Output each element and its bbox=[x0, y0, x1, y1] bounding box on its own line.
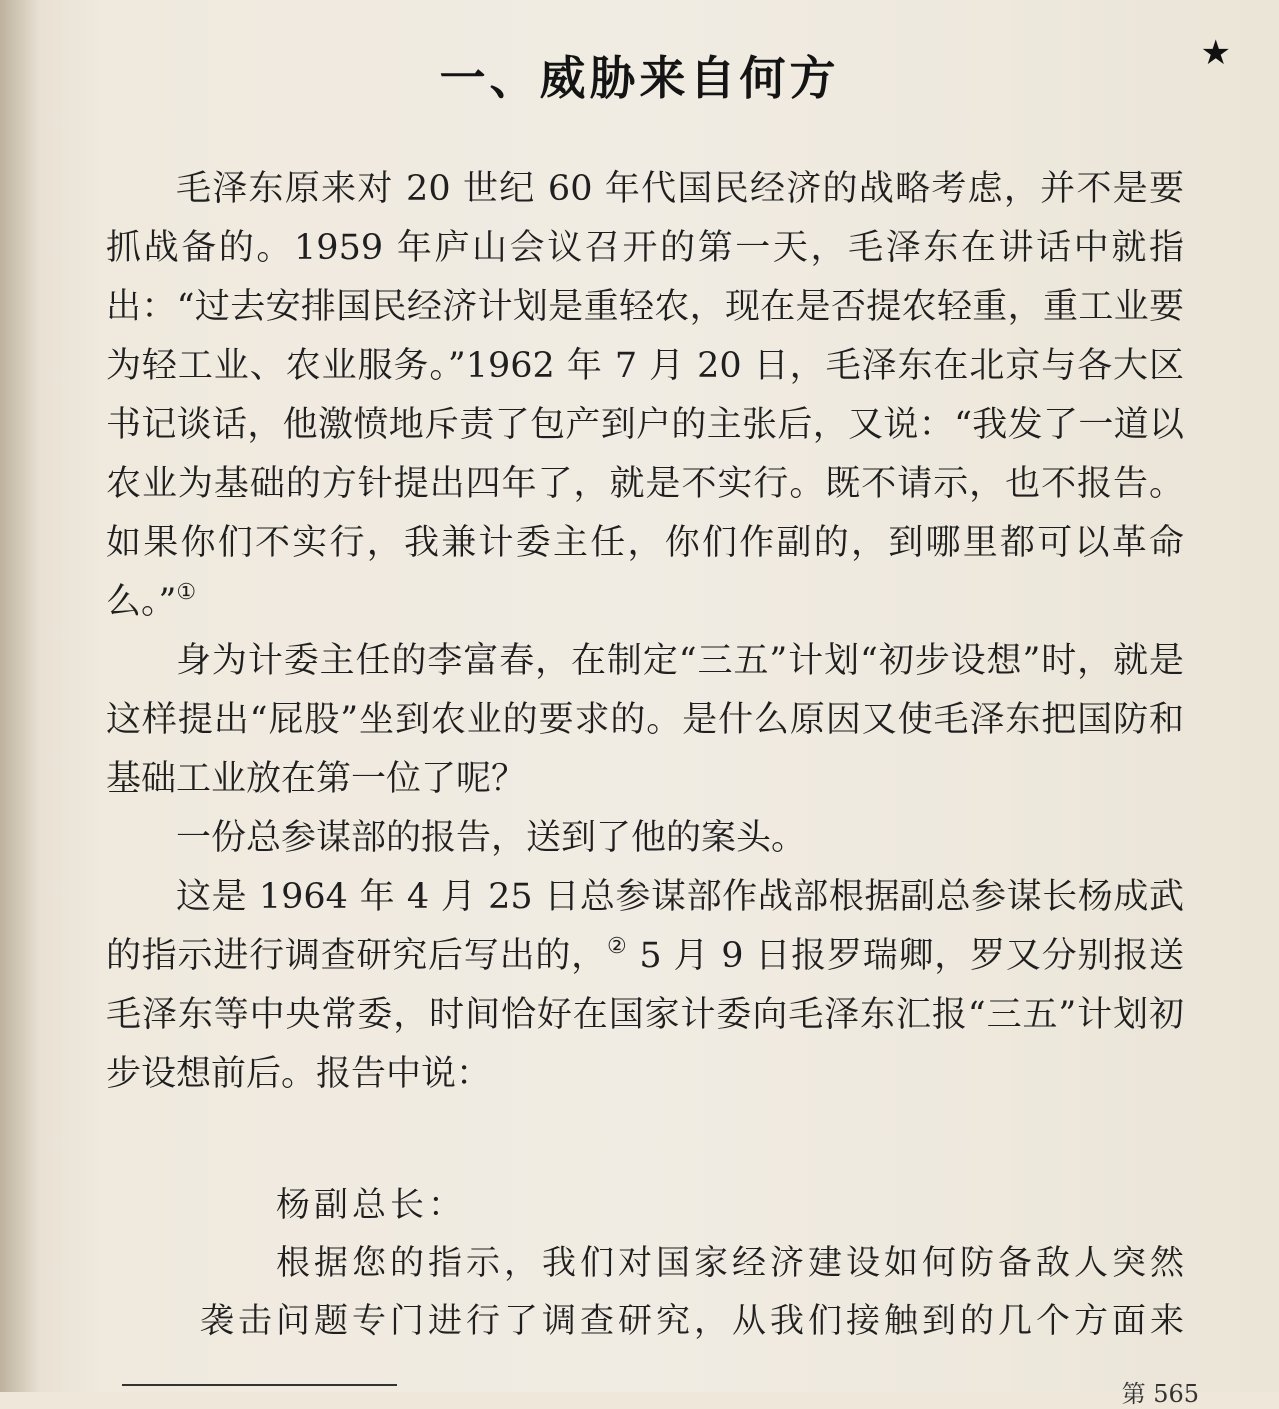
paragraph-2 bbox=[106, 632, 1184, 809]
footnote-rule bbox=[122, 1384, 397, 1386]
section-title: 一、威胁来自何方 bbox=[439, 51, 840, 105]
spine-shadow bbox=[0, 0, 40, 1392]
paragraph-4 bbox=[106, 868, 1184, 1104]
paragraph-2-text: 身为计委主任的李富春，在制定“三五”计划“初步设想”时，就是这样提出“屁股”坐到农业的要求的。是什么原因又使毛泽东把国防和基础工业放在第一位了呢？ bbox=[106, 641, 1184, 799]
paragraph-3 bbox=[106, 809, 1184, 868]
footnote-marker-2: ② bbox=[606, 934, 628, 959]
quoted-letter bbox=[200, 1176, 1190, 1350]
paragraph-1 bbox=[106, 160, 1184, 632]
footnote-marker-1: ① bbox=[176, 580, 197, 605]
paragraph-3-text: 一份总参谋部的报告，送到了他的案头。 bbox=[176, 818, 807, 858]
paragraph-4-text-before: 这是 1964 年 4 月 25 日总参谋部作战部根据副总参谋长杨成武的指示进行调查研究后写出的， bbox=[106, 877, 1184, 976]
letter-body: 根据您的指示，我们对国家经济建设如何防备敌人突然袭击问题专门进行了调查研究，从我们接触到的几个方面来 bbox=[200, 1243, 1188, 1341]
main-text bbox=[106, 160, 1184, 1104]
star-icon: ★ bbox=[1200, 33, 1231, 73]
page-number: 第 565 bbox=[1121, 1380, 1199, 1408]
letter-salutation: 杨副总长： bbox=[276, 1185, 466, 1225]
paragraph-1-text: 毛泽东原来对 20 世纪 60 年代国民经济的战略考虑，并不是要抓战备的。1959 年庐山会议召开的第一天，毛泽东在讲话中就指出：“过去安排国民经济计划是重轻农，现在是否提农轻重，重工业要为轻工业、农业服务。”1962 年 7 月 20 日，毛泽东在北京与各大区书记谈话，他激愤地斥责了包产到户的主张后，又说：“我发了一道以农业为基础的方针提出四年了，就是不实行。既不请示，也不报告。如果你们不实行，我兼计委主任，你们作副的，到哪里都可以革命么。” bbox=[106, 169, 1184, 622]
paragraph-4-text-after: 5 月 9 日报罗瑞卿，罗又分别报送毛泽东等中央常委，时间恰好在国家计委向毛泽东汇报“三五”计划初步设想前后。报告中说： bbox=[106, 936, 1184, 1094]
